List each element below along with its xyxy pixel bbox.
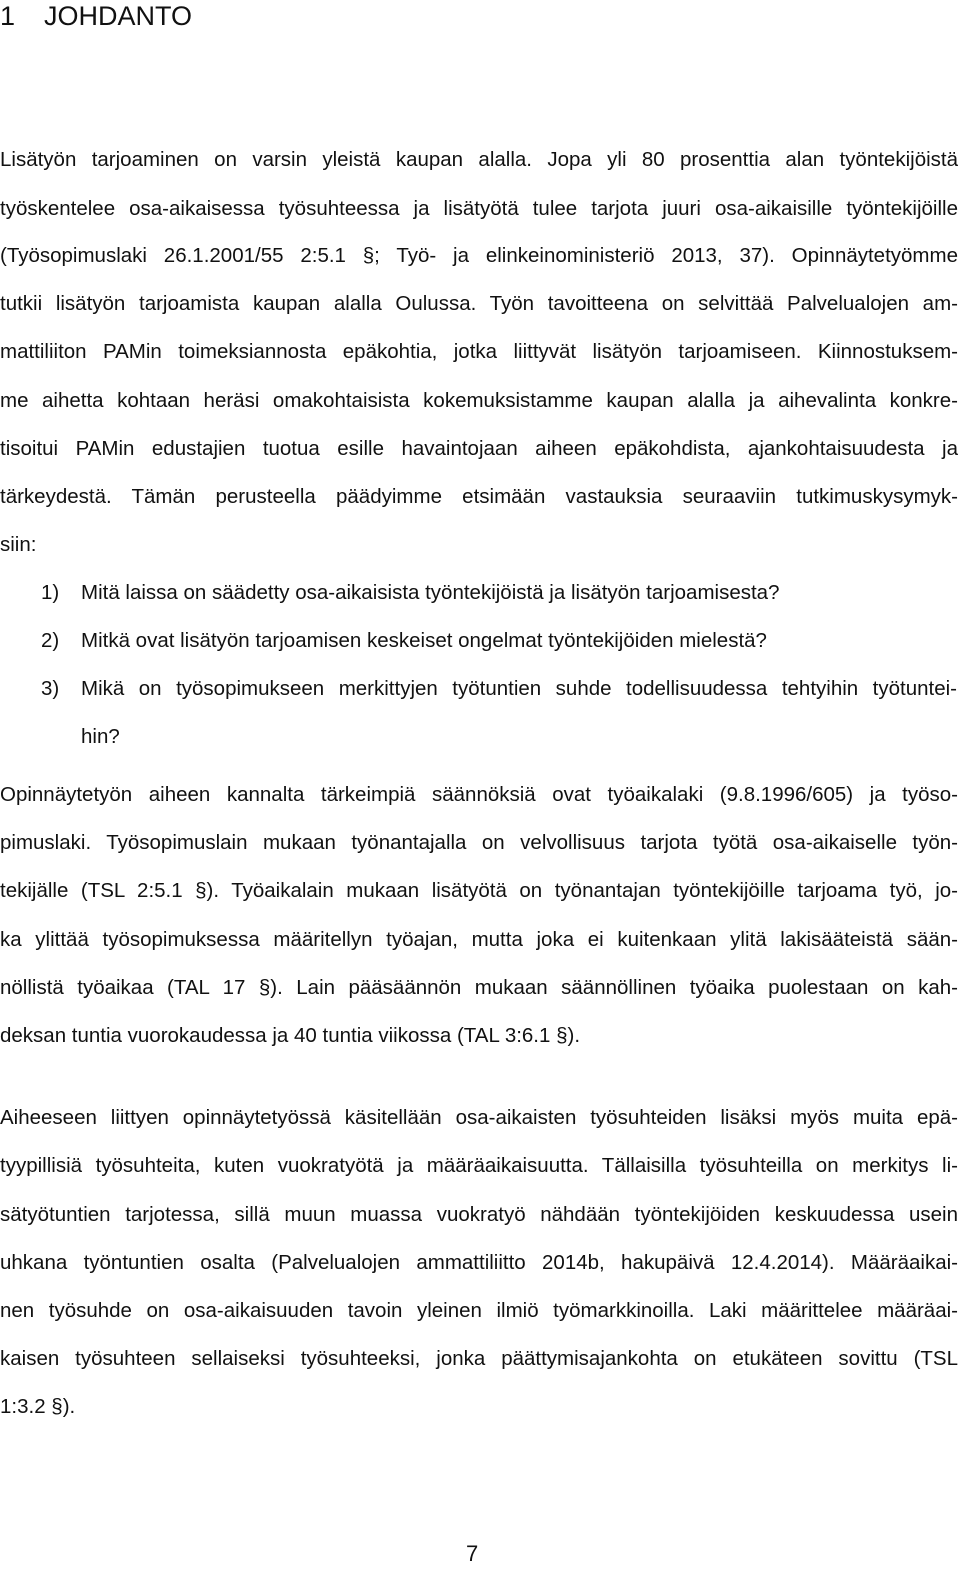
text-line: ka ylittää työsopimuksessa määritellyn työajan, mutta joka ei kuitenkaan ylitä lakisääteistä sään-	[0, 928, 958, 951]
list-item-text: Mikä on työsopimukseen merkittyjen työtuntien suhde todellisuudessa tehtyihin työtuntei-	[81, 677, 957, 700]
text-line: siin:	[0, 533, 37, 556]
text-line: Lisätyön tarjoaminen on varsin yleistä kaupan alalla. Jopa yli 80 prosenttia alan työntekijöistä	[0, 148, 958, 171]
text-line: kaisen työsuhteen sellaiseksi työsuhteeksi, jonka päättymisajankohta on etukäteen sovittu (TSL	[0, 1347, 958, 1370]
text-line: sätyötuntien tarjotessa, sillä muun muassa vuokratyö nähdään työntekijöiden keskuudessa usein	[0, 1203, 958, 1226]
text-line: nen työsuhde on osa-aikaisuuden tavoin yleinen ilmiö työmarkkinoilla. Laki määrittelee määräai-	[0, 1299, 958, 1322]
text-line: pimuslaki. Työsopimuslain mukaan työnantajalla on velvollisuus tarjota työtä osa-aikaiselle työn-	[0, 831, 958, 854]
text-line: (Työsopimuslaki 26.1.2001/55 2:5.1 §; Työ- ja elinkeinoministeriö 2013, 37). Opinnäytetyömme	[0, 244, 958, 267]
list-item-text: hin?	[81, 725, 120, 748]
text-line: tekijälle (TSL 2:5.1 §). Työaikalain mukaan lisätyötä on työnantajan työntekijöille tarjoama työ, jo-	[0, 879, 958, 902]
list-item-text: Mitkä ovat lisätyön tarjoamisen keskeiset ongelmat työntekijöiden mielestä?	[81, 629, 767, 652]
list-item-number: 2)	[41, 629, 60, 652]
text-line: nöllistä työaikaa (TAL 17 §). Lain pääsäännön mukaan säännöllinen työaika puolestaan on kah-	[0, 976, 958, 999]
list-item-number: 1)	[41, 581, 60, 604]
text-line: tärkeydestä. Tämän perusteella päädyimme etsimään vastauksia seuraaviin tutkimuskysymyk-	[0, 485, 958, 508]
text-line: me aihetta kohtaan heräsi omakohtaisista kokemuksistamme kaupan alalla ja aihevalinta konkre-	[0, 389, 958, 412]
text-line: 1:3.2 §).	[0, 1395, 76, 1418]
text-line: mattiliiton PAMin toimeksiannosta epäkohtia, jotka liittyvät lisätyön tarjoamiseen. Kiinnostuksem-	[0, 340, 958, 363]
list-item-text: Mitä laissa on säädetty osa-aikaisista työntekijöistä ja lisätyön tarjoamisesta?	[81, 581, 780, 604]
text-line: tyypillisiä työsuhteita, kuten vuokratyötä ja määräaikaisuutta. Tällaisilla työsuhteilla on merkitys li-	[0, 1154, 958, 1177]
text-line: Aiheeseen liittyen opinnäytetyössä käsitellään osa-aikaisten työsuhteiden lisäksi myös muita epä-	[0, 1106, 958, 1129]
text-line: deksan tuntia vuorokaudessa ja 40 tuntia viikossa (TAL 3:6.1 §).	[0, 1024, 581, 1047]
page-number: 7	[466, 1541, 479, 1566]
text-line: työskentelee osa-aikaisessa työsuhteessa ja lisätyötä tulee tarjota juuri osa-aikaisille työntekijöille	[0, 197, 958, 220]
text-line: Opinnäytetyön aiheen kannalta tärkeimpiä säännöksiä ovat työaikalaki (9.8.1996/605) ja työso-	[0, 783, 958, 806]
chapter-number: 1	[0, 1, 16, 31]
text-line: tutkii lisätyön tarjoamista kaupan alalla Oulussa. Työn tavoitteena on selvittää Palvelualojen am-	[0, 292, 958, 315]
text-line: tisoitui PAMin edustajien tuotua esille havaintojaan aiheen epäkohdista, ajankohtaisuudesta ja	[0, 437, 958, 460]
chapter-title: JOHDANTO	[44, 1, 193, 31]
list-item-number: 3)	[41, 677, 60, 700]
text-line: uhkana työntuntien osalta (Palvelualojen ammattiliitto 2014b, hakupäivä 12.4.2014). Määräaikai-	[0, 1251, 958, 1274]
chapter-heading	[0, 0, 192, 32]
